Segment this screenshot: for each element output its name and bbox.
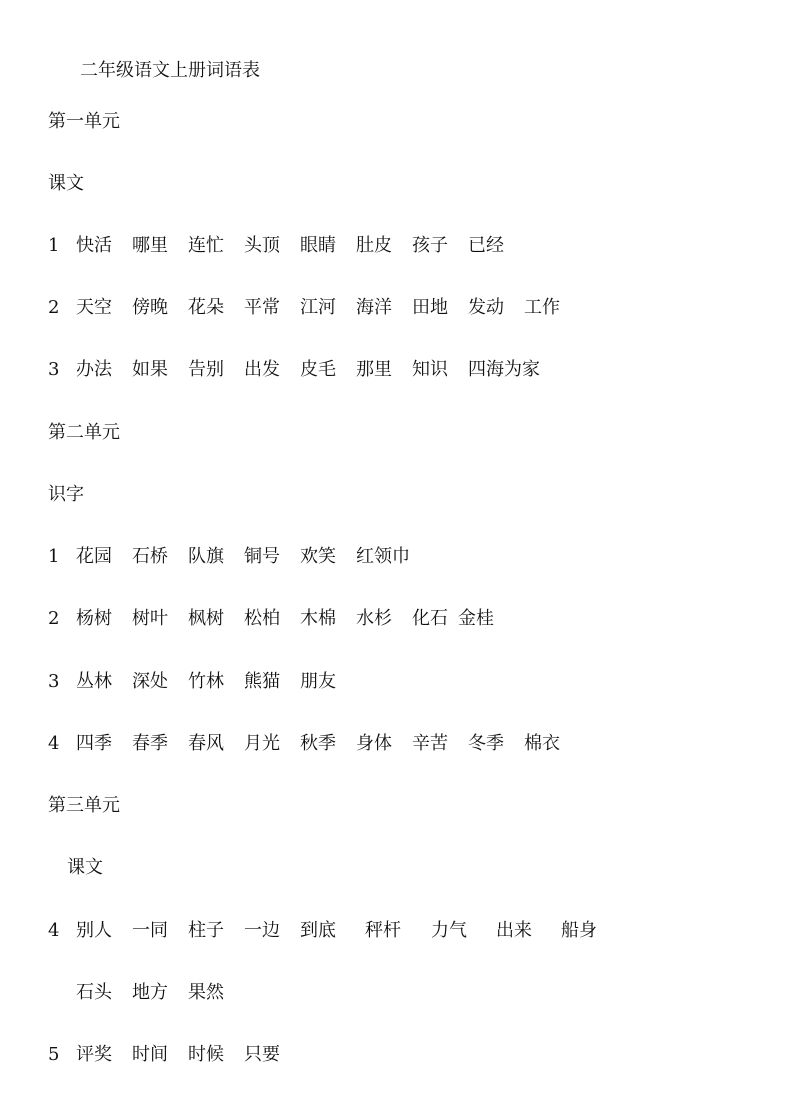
- word: 平常: [244, 297, 280, 318]
- word: 出发: [244, 359, 280, 380]
- word: 评奖: [76, 1044, 112, 1065]
- word: 力气: [431, 920, 467, 941]
- unit-heading-text: 第三单元: [48, 795, 120, 816]
- word: 哪里: [132, 235, 168, 256]
- row-number: 5: [48, 1044, 60, 1065]
- word: 春季: [132, 733, 168, 754]
- row-number: 4: [48, 733, 60, 754]
- word: 秋季: [300, 733, 336, 754]
- word: 那里: [356, 359, 392, 380]
- word: 欢笑: [300, 546, 336, 567]
- word: 四海为家: [468, 359, 540, 380]
- unit-heading-text: 第二单元: [48, 422, 120, 443]
- word: 如果: [132, 359, 168, 380]
- row-number: 2: [48, 608, 60, 629]
- word: 朋友: [300, 671, 336, 692]
- word: 已经: [468, 235, 504, 256]
- sub-heading-text: 课文: [48, 173, 84, 194]
- word: 办法: [76, 359, 112, 380]
- word: 金桂: [458, 608, 494, 629]
- word: 田地: [412, 297, 448, 318]
- word: 铜号: [244, 546, 280, 567]
- word: 丛林: [76, 671, 112, 692]
- word: 石桥: [132, 546, 168, 567]
- word: 眼睛: [300, 235, 336, 256]
- word: 傍晚: [132, 297, 168, 318]
- word: 队旗: [188, 546, 224, 567]
- word: 辛苦: [412, 733, 448, 754]
- word: 木棉: [300, 608, 336, 629]
- word: 海洋: [356, 297, 392, 318]
- word: 天空: [76, 297, 112, 318]
- row-number: 3: [48, 359, 60, 380]
- word: 地方: [132, 982, 168, 1003]
- word: 出来: [496, 920, 532, 941]
- word: 到底: [300, 920, 336, 941]
- row-number: 2: [48, 297, 60, 318]
- word: 花园: [76, 546, 112, 567]
- word: 松柏: [244, 608, 280, 629]
- word: 快活: [76, 235, 112, 256]
- word: 一同: [132, 920, 168, 941]
- word: 竹林: [188, 671, 224, 692]
- word: 孩子: [412, 235, 448, 256]
- word: 连忙: [188, 235, 224, 256]
- word: 熊猫: [244, 671, 280, 692]
- word: 江河: [300, 297, 336, 318]
- sub-heading-text: 识字: [48, 484, 84, 505]
- word: 发动: [468, 297, 504, 318]
- word: 皮毛: [300, 359, 336, 380]
- word: 冬季: [468, 733, 504, 754]
- word: 船身: [561, 920, 597, 941]
- word: 柱子: [188, 920, 224, 941]
- word: 果然: [188, 982, 224, 1003]
- row-number: 4: [48, 920, 60, 941]
- word: 棉衣: [524, 733, 560, 754]
- sub-heading-text: 课文: [67, 857, 103, 878]
- row-number: 1: [48, 546, 60, 567]
- word: 肚皮: [356, 235, 392, 256]
- word: 知识: [412, 359, 448, 380]
- word: 四季: [76, 733, 112, 754]
- word: 一边: [244, 920, 280, 941]
- word: 水杉: [356, 608, 392, 629]
- word: 化石: [412, 608, 448, 629]
- word: 枫树: [188, 608, 224, 629]
- title-text: 二年级语文上册词语表: [80, 60, 260, 81]
- word: 春风: [188, 733, 224, 754]
- word: 花朵: [188, 297, 224, 318]
- word: 杨树: [76, 608, 112, 629]
- unit-heading-text: 第一单元: [48, 111, 120, 132]
- word: 身体: [356, 733, 392, 754]
- word: 时候: [188, 1044, 224, 1065]
- row-number: 3: [48, 671, 60, 692]
- word: 深处: [132, 671, 168, 692]
- word: 秤杆: [365, 920, 401, 941]
- word: 红领巾: [356, 546, 410, 567]
- word: 告别: [188, 359, 224, 380]
- word: 别人: [76, 920, 112, 941]
- word: 树叶: [132, 608, 168, 629]
- word: 头顶: [244, 235, 280, 256]
- row-number: 1: [48, 235, 60, 256]
- word: 石头: [76, 982, 112, 1003]
- word: 只要: [244, 1044, 280, 1065]
- word: 时间: [132, 1044, 168, 1065]
- word: 月光: [244, 733, 280, 754]
- word: 工作: [524, 297, 560, 318]
